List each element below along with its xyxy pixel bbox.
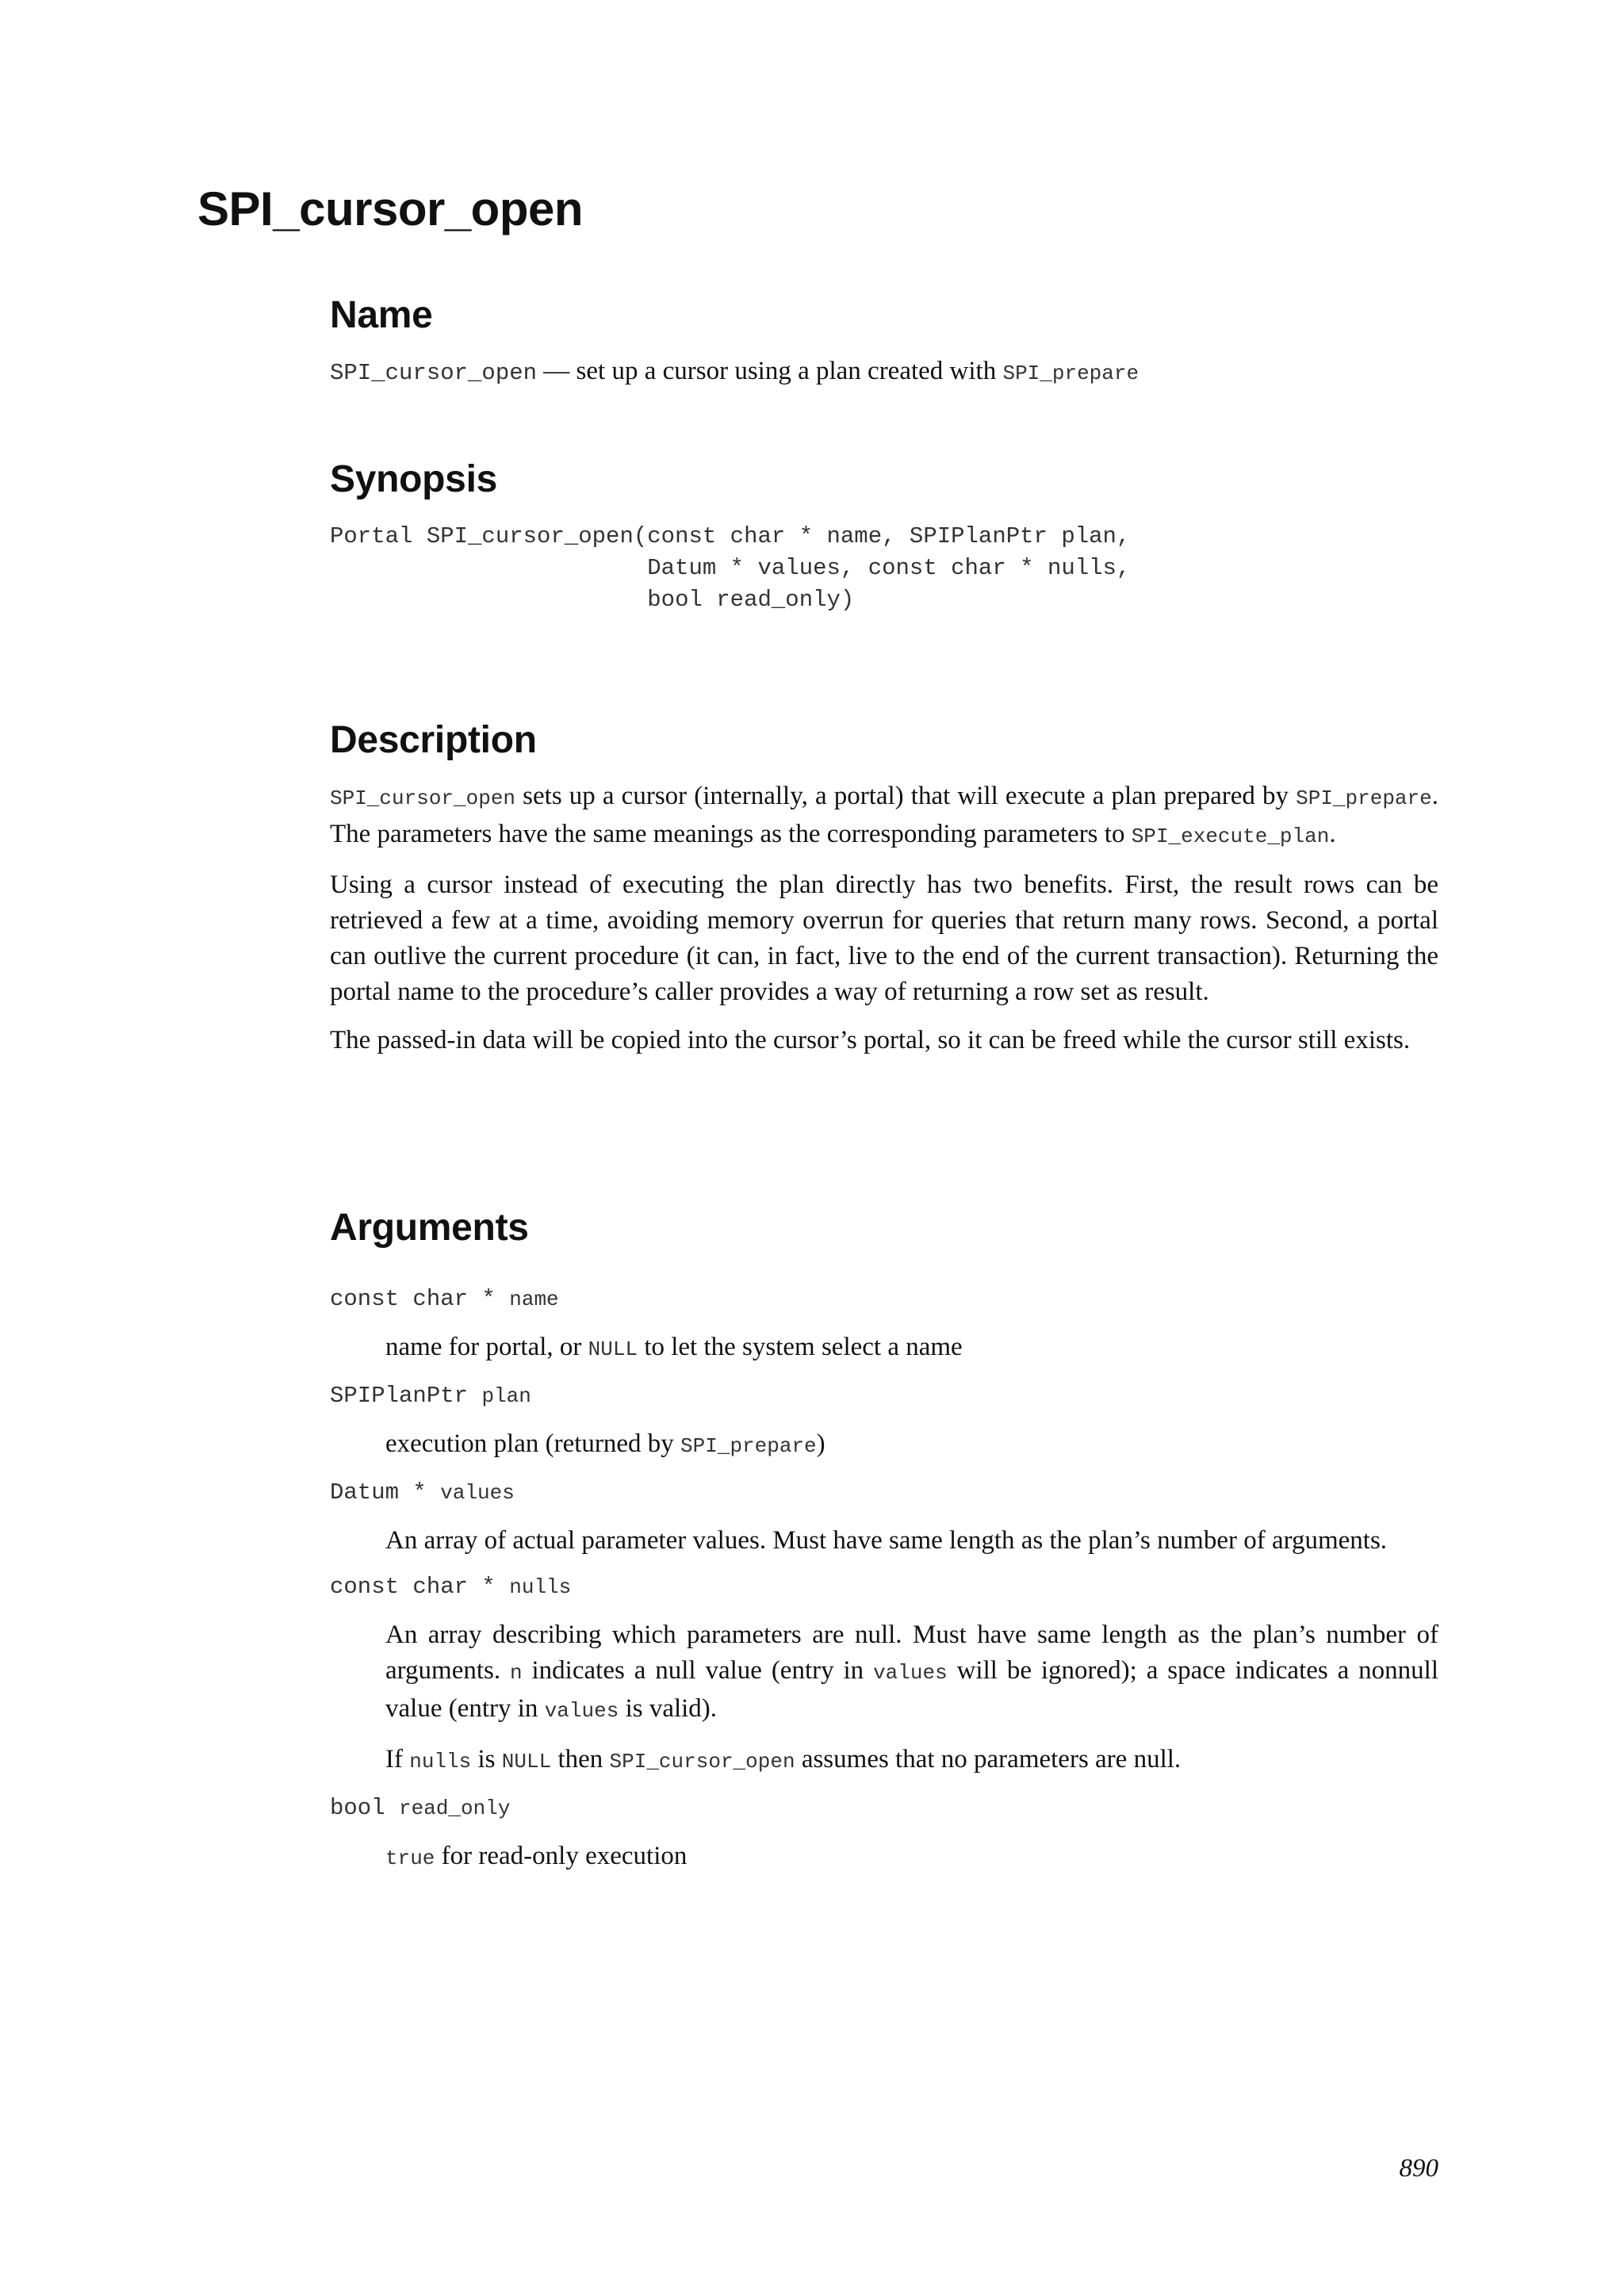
argument-param: values — [440, 1481, 515, 1505]
inline-code: SPI_cursor_open — [609, 1750, 795, 1774]
inline-code: values — [544, 1699, 619, 1723]
text-run: An array of actual parameter values. Must have same length as the plan’s number of arguments. — [385, 1526, 1388, 1555]
inline-code: NULL — [501, 1750, 552, 1774]
name-section — [330, 293, 1438, 392]
inline-code: SPI_cursor_open — [330, 786, 516, 810]
synopsis-line: Portal SPI_cursor_open(const char * name, SPIPlanPtr plan, — [330, 523, 1131, 549]
name-line — [330, 354, 1438, 392]
description-paragraph-2: Using a cursor instead of executing the plan directly has two benefits. First, the result rows can be retrieved a few at a time, avoiding memory overrun for queries that return many rows. Second, a portal can outlive the current procedure (it can, in fact, live to the end of the current transaction). Returning the portal name to the procedure’s caller provides a way of returning a row set as result. — [330, 871, 1438, 1006]
argument-type: const char * — [330, 1574, 510, 1600]
description-section — [330, 718, 1438, 1058]
description-paragraph-3: The passed-in data will be copied into the cursor’s portal, so it can be freed while the cursor still exists. — [330, 1026, 1411, 1054]
argument-description — [385, 1839, 1438, 1877]
text-run: for read-only execution — [435, 1842, 688, 1870]
text-run: is — [471, 1745, 502, 1774]
argument-term — [330, 1380, 1438, 1412]
text-run: execution plan (returned by — [385, 1429, 681, 1458]
argument-type: const char * — [330, 1286, 510, 1312]
name-description: — set up a cursor using a plan created with — [537, 357, 1003, 385]
text-run: will be ignored); a space indicates a nonnull value (entry in — [385, 1656, 1438, 1723]
text-run: An array describing which parameters are null. Must have same length as the plan’s number of arguments. — [385, 1621, 1438, 1685]
argument-param: name — [509, 1288, 559, 1311]
argument-description — [385, 1523, 1438, 1559]
text-run: . The parameters have the same meanings as the corresponding parameters to — [330, 782, 1438, 848]
text-run: to let the system select a name — [638, 1333, 963, 1361]
argument-type: Datum * — [330, 1479, 441, 1506]
text-run: name for portal, or — [385, 1333, 588, 1361]
description-paragraph-1 — [330, 779, 1438, 855]
argument-description — [385, 1426, 1438, 1464]
arguments-heading: Arguments — [330, 1207, 529, 1249]
text-run: If — [385, 1745, 410, 1774]
text-run: indicates a null value (entry in — [522, 1656, 874, 1685]
inline-code: n — [510, 1661, 523, 1685]
inline-code: true — [385, 1846, 435, 1870]
argument-type: bool — [330, 1795, 400, 1821]
synopsis-heading: Synopsis — [330, 458, 497, 500]
synopsis-line: bool read_only) — [330, 587, 855, 613]
argument-type: SPIPlanPtr — [330, 1383, 482, 1409]
text-run: . — [1329, 820, 1336, 848]
text-run: assumes that no parameters are null. — [795, 1745, 1182, 1774]
inline-code: nulls — [409, 1750, 472, 1774]
function-name: SPI_cursor_open — [330, 360, 538, 386]
name-heading: Name — [330, 294, 433, 336]
argument-term — [330, 1477, 1438, 1509]
argument-term — [330, 1793, 1438, 1824]
argument-param: nulls — [509, 1575, 572, 1599]
arguments-section — [330, 1206, 1438, 1877]
text-run: sets up a cursor (internally, a portal) that will execute a plan prepared by — [515, 782, 1297, 810]
inline-code: NULL — [588, 1337, 638, 1361]
synopsis-line: Datum * values, const char * nulls, — [330, 555, 1131, 581]
inline-code: values — [873, 1661, 948, 1685]
inline-code: SPI_execute_plan — [1131, 825, 1330, 848]
prepare-ref: SPI_prepare — [1002, 362, 1139, 385]
description-heading: Description — [330, 719, 537, 761]
text-run: ) — [816, 1429, 825, 1458]
argument-description — [385, 1330, 1438, 1368]
text-run: is valid). — [619, 1694, 718, 1723]
argument-param: read_only — [399, 1797, 511, 1820]
argument-term — [330, 1571, 1438, 1603]
argument-param: plan — [481, 1384, 531, 1408]
synopsis-section — [330, 457, 1438, 616]
inline-code: SPI_prepare — [680, 1434, 817, 1458]
argument-note — [385, 1742, 1438, 1780]
page-number: 890 — [1399, 2154, 1438, 2183]
argument-term — [330, 1284, 1438, 1315]
synopsis-code — [330, 521, 1438, 616]
inline-code: SPI_prepare — [1296, 786, 1432, 810]
page-title: SPI_cursor_open — [197, 182, 584, 235]
text-run: then — [551, 1745, 610, 1774]
argument-description — [385, 1617, 1438, 1729]
